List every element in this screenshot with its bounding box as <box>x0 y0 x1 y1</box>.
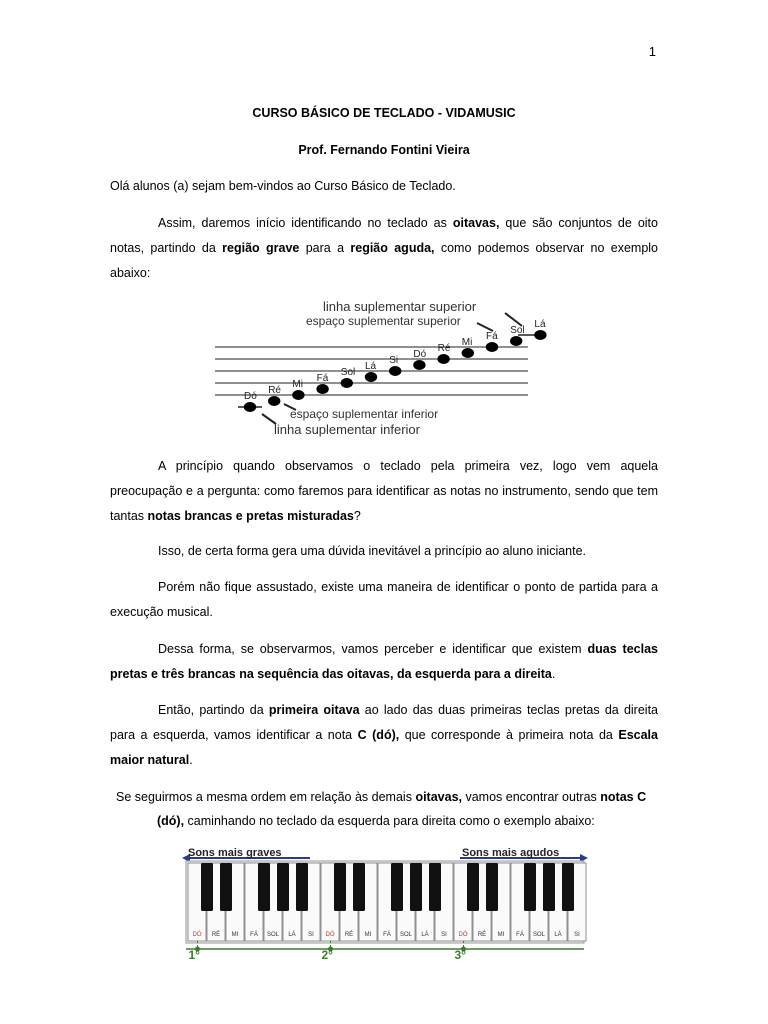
document-author: Prof. Fernando Fontini Vieira <box>298 143 470 157</box>
note-head-11 <box>510 336 522 346</box>
p7_line1-run-2: vamos encontrar outras <box>462 790 601 804</box>
black-key-1-4 <box>429 863 441 911</box>
black-key-0-0 <box>201 863 213 911</box>
note-head-12 <box>534 330 546 340</box>
note-head-8 <box>437 354 449 364</box>
note-label-10: Fá <box>486 331 498 342</box>
note-head-10 <box>486 342 498 352</box>
paragraph-oitavas <box>110 211 658 286</box>
p1-run-4: para a <box>299 241 351 255</box>
label-sup-space: espaço suplementar superior <box>306 314 461 328</box>
p1-run-1: oitavas, <box>452 216 500 230</box>
p6-run-6: . <box>189 753 193 767</box>
key-label-6: SI <box>308 932 314 938</box>
black-key-1-1 <box>353 863 365 911</box>
black-key-2-0 <box>467 863 479 911</box>
p5-run-1: duas teclas pretas e três brancas na sequência das oitavas, da esquerda para a direita <box>110 642 659 681</box>
paragraph-teclas <box>110 637 658 687</box>
greeting-paragraph: Olá alunos (a) sejam bem-vindos ao Curso Básico de Teclado. <box>110 179 456 193</box>
black-key-0-3 <box>277 863 289 911</box>
black-key-2-2 <box>524 863 536 911</box>
p2-run-2: ? <box>353 509 361 523</box>
note-label-3: Fá <box>316 373 329 384</box>
label-low-sounds: Sons mais graves <box>188 847 282 859</box>
staff-notes <box>244 319 547 412</box>
p7_line1-run-0: Se seguirmos a mesma ordem em relação às demais <box>116 790 416 804</box>
black-key-1-3 <box>410 863 422 911</box>
paragraph-primeira-oitava <box>110 698 658 773</box>
note-label-11: Sol <box>510 325 525 336</box>
document-title: CURSO BÁSICO DE TECLADO - VIDAMUSIC <box>252 106 516 120</box>
paragraph-notas-c-line2 <box>157 809 595 834</box>
key-label-15: RÉ <box>477 932 487 938</box>
key-label-16: MI <box>497 932 505 938</box>
black-key-0-4 <box>296 863 308 911</box>
key-label-7: DÓ <box>325 932 335 938</box>
p7_line1-run-1: oitavas, <box>415 790 462 804</box>
black-key-2-3 <box>543 863 555 911</box>
p6-run-3: C (dó), <box>357 728 400 742</box>
p7_line1-run-3: notas C <box>600 790 647 804</box>
staff-figure <box>200 290 560 440</box>
p6-run-4: que corresponde à primeira nota da <box>399 728 619 742</box>
p5-run-2: . <box>551 667 556 681</box>
p7_line2-run-1: caminhando no teclado da esquerda para direita como o exemplo abaixo: <box>184 814 595 828</box>
black-key-2-1 <box>486 863 498 911</box>
key-label-4: SOL <box>266 932 280 938</box>
note-head-1 <box>268 396 280 406</box>
p6-run-1: primeira oitava <box>268 703 360 717</box>
paragraph-principio <box>110 454 658 529</box>
key-label-9: MI <box>364 932 372 938</box>
octave-marker-label-1: 2° <box>321 948 333 960</box>
p4-run-0: Porém não fique assustado, existe uma maneira de identificar o ponto de partida para a execução musical. <box>110 580 658 619</box>
p2-run-0: A princípio quando observamos o teclado pela primeira vez, logo vem aquela preocupação e a pergunta: como faremos para identificar as notas no instrumento, sendo que tem tantas <box>110 459 658 523</box>
note-head-2 <box>292 390 304 400</box>
p5-run-0: Dessa forma, se observarmos, vamos perceber e identificar que existem <box>158 642 588 656</box>
black-key-0-1 <box>220 863 232 911</box>
key-label-2: MI <box>231 932 239 938</box>
key-label-17: FÁ <box>516 932 524 938</box>
note-label-1: Ré <box>268 385 281 396</box>
p3-run-0: Isso, de certa forma gera uma dúvida inevitável a princípio ao aluno iniciante. <box>158 544 587 558</box>
label-inf-line: linha suplementar inferior <box>274 422 420 437</box>
octave-marker-label-0: 1° <box>188 948 200 960</box>
p1-run-6: como podemos observar no exemplo abaixo: <box>110 241 658 280</box>
key-label-20: SI <box>574 932 580 938</box>
p7_line2-run-0: (dó), <box>157 814 185 828</box>
p1-run-2: que são conjuntos de oito notas, partindo da <box>110 216 658 255</box>
note-head-9 <box>462 348 474 358</box>
key-label-13: SI <box>441 932 447 938</box>
key-labels <box>193 931 581 938</box>
p6-run-5: Escala maior natural <box>110 728 658 767</box>
note-head-5 <box>365 372 377 382</box>
key-label-8: RÉ <box>344 932 354 938</box>
black-key-1-0 <box>334 863 346 911</box>
black-key-0-2 <box>258 863 270 911</box>
octave-marker-label-2: 3° <box>454 948 466 960</box>
black-key-1-2 <box>391 863 403 911</box>
keyboard-figure <box>180 845 600 960</box>
p2-run-1: notas brancas e pretas misturadas <box>147 509 354 523</box>
p1-run-5: região aguda, <box>350 241 435 255</box>
key-label-10: FÁ <box>383 932 391 938</box>
octave-markers <box>189 941 467 960</box>
p6-run-2: ao lado das duas primeiras teclas pretas da direita para a esquerda, vamos identificar a nota <box>110 703 658 742</box>
key-label-5: LÁ <box>288 932 296 938</box>
note-head-4 <box>341 378 353 388</box>
paragraph-notas-c-line1 <box>116 785 646 810</box>
note-label-9: Mi <box>461 337 473 348</box>
note-head-6 <box>389 366 401 376</box>
key-label-1: RÉ <box>211 932 221 938</box>
paragraph-ponto-partida <box>110 575 658 625</box>
note-label-12: Lá <box>534 319 546 330</box>
key-label-14: DÓ <box>458 932 468 938</box>
note-label-5: Lá <box>365 361 377 372</box>
p1-run-0: Assim, daremos início identificando no teclado as <box>158 216 453 230</box>
key-label-11: SOL <box>399 932 413 938</box>
page-number: 1 <box>648 44 656 59</box>
key-label-18: SOL <box>532 932 546 938</box>
note-label-6: Si <box>389 355 399 366</box>
note-head-0 <box>244 402 256 412</box>
label-inf-space: espaço suplementar inferior <box>290 407 439 421</box>
note-label-2: Mi <box>292 379 303 390</box>
label-sup-line: linha suplementar superior <box>323 299 477 314</box>
key-label-12: LÁ <box>421 932 429 938</box>
note-label-7: Dó <box>413 349 427 360</box>
black-key-2-4 <box>562 863 574 911</box>
pointer-sup-space <box>477 323 493 331</box>
p6-run-0: Então, partindo da <box>158 703 269 717</box>
note-label-8: Ré <box>437 343 451 354</box>
key-label-3: FÁ <box>250 932 258 938</box>
p1-run-3: região grave <box>222 241 300 255</box>
paragraph-duvida <box>110 539 658 564</box>
note-label-0: Dó <box>244 391 257 402</box>
label-high-sounds: Sons mais agudos <box>462 847 560 859</box>
key-label-0: DÓ <box>192 932 202 938</box>
note-label-4: Sol <box>340 367 356 378</box>
note-head-7 <box>413 360 425 370</box>
note-head-3 <box>316 384 328 394</box>
key-label-19: LÁ <box>554 932 562 938</box>
